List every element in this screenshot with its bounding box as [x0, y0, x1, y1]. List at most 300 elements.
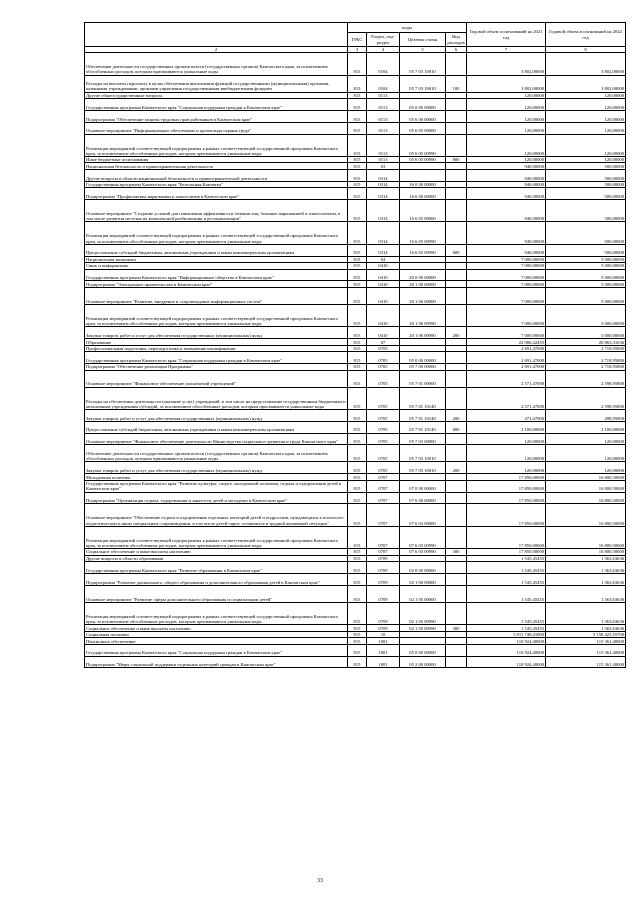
- table-row: [85, 562, 626, 574]
- cell-grbs: 815: [348, 244, 367, 256]
- cell-volume-2022: 5 000,00000: [546, 263, 626, 270]
- cell-grbs: 815: [348, 263, 367, 270]
- table-row: [85, 244, 626, 256]
- cell-name: Обеспечение деятельности государственных органов власти (государственных органов) Камчатского края, за исключением обособленных расходов, которым присваиваются уникальные коды: [85, 445, 348, 462]
- cell-section: 0410: [367, 327, 400, 339]
- cell-grbs: 815: [348, 421, 367, 433]
- cell-grbs: 815: [348, 656, 367, 668]
- cell-volume-2021: 940,00000: [467, 169, 546, 181]
- cell-volume-2021: 22 086,42455: [467, 339, 546, 346]
- cell-section: 0113: [367, 99, 400, 111]
- cell-kind: [446, 222, 467, 244]
- cell-volume-2022: 2 718,95800: [546, 345, 626, 352]
- cell-volume-2021: 940,00000: [467, 181, 546, 188]
- cell-name: Основное мероприятие "Развитие, внедрение и сопровождение информационных систем": [85, 287, 348, 304]
- cell-grbs: 815: [348, 222, 367, 244]
- cell-name: Молодежная политика: [85, 474, 348, 481]
- cell-kind: 600: [446, 244, 467, 256]
- cell-section: 04: [367, 256, 400, 263]
- cell-volume-2022: 498,95800: [546, 410, 626, 422]
- cell-name: Государственная программа Камчатского края "Безопасная Камчатка": [85, 181, 348, 188]
- cell-target: 05 7 01 00000: [400, 370, 446, 387]
- cell-grbs: 815: [348, 327, 367, 339]
- cell-grbs: 815: [348, 99, 367, 111]
- cell-kind: [446, 370, 467, 387]
- cell-grbs: 815: [348, 169, 367, 181]
- table-row: [85, 222, 626, 244]
- cell-kind: [446, 269, 467, 281]
- cell-section: 0104: [367, 53, 400, 75]
- cell-section: 0709: [367, 585, 400, 602]
- table-row: [85, 122, 626, 134]
- cell-target: 05 6 00 00000: [400, 110, 446, 122]
- cell-volume-2022: 16 800,50000: [546, 549, 626, 556]
- table-row: [85, 269, 626, 281]
- cell-grbs: 815: [348, 474, 367, 481]
- cell-volume-2021: 7 000,00000: [467, 263, 546, 270]
- table-row: [85, 445, 626, 462]
- cell-section: 0707: [367, 474, 400, 481]
- table-row: [85, 585, 626, 602]
- cell-name: Предоставление субсидий бюджетным, автономным учреждениям и иным некоммерческим организациям: [85, 421, 348, 433]
- cell-volume-2022: 120,00000: [546, 433, 626, 445]
- cell-section: 1001: [367, 644, 400, 656]
- cell-volume-2022: 16 800,50000: [546, 480, 626, 492]
- cell-target: 07 0 00 00000: [400, 480, 446, 492]
- cell-section: 0705: [367, 370, 400, 387]
- cell-kind: 200: [446, 327, 467, 339]
- cell-target: 05 0 00 00000: [400, 644, 446, 656]
- cell-name: Национальная безопасность и правоохранительная деятельность: [85, 163, 348, 170]
- cell-grbs: 815: [348, 75, 367, 92]
- cell-volume-2022: 115 361,40000: [546, 638, 626, 645]
- cell-section: 0709: [367, 562, 400, 574]
- cell-grbs: 815: [348, 504, 367, 526]
- cell-name: Основное мероприятие "Обеспечение отдыха и оздоровления отдельных категорий детей и подростков, нуждающихся в психолого-педагогическом и ином специальном сопровождении, в том числе детей-сирот, оставшихся в трудной жизненной ситуации": [85, 504, 348, 526]
- cell-volume-2021: 17 850,00000: [467, 526, 546, 548]
- cell-kind: [446, 445, 467, 462]
- cell-target: 05 7 01 10140: [400, 387, 446, 409]
- cell-volume-2021: 3 802,00000: [467, 53, 546, 75]
- cell-section: 0113: [367, 92, 400, 99]
- cell-volume-2021: 1 545,45455: [467, 573, 546, 585]
- cell-name: Реализация мероприятий соответствующей подпрограммы в рамках соответствующей государственной программы Камчатского края, за исключением обособленных расходов, которым присваиваются уникальные коды: [85, 602, 348, 624]
- cell-volume-2021: 2 100,00000: [467, 421, 546, 433]
- cell-volume-2022: 500,00000: [546, 181, 626, 188]
- table-row: [85, 387, 626, 409]
- header-volume-2022: Годовой объем ассигнований на 2022 год: [546, 23, 626, 47]
- cell-name: Связь и информатика: [85, 263, 348, 270]
- cell-volume-2022: 120,00000: [546, 462, 626, 474]
- cell-kind: [446, 387, 467, 409]
- cell-name: Основное мероприятие "Информационное обеспечение и пропаганда охраны труда": [85, 122, 348, 134]
- cell-name: Подпрограмма "Развитие дошкольного, общего образования и дополнительного образования детей в Камчатском крае": [85, 573, 348, 585]
- cell-volume-2022: 500,00000: [546, 244, 626, 256]
- cell-kind: [446, 433, 467, 445]
- cell-section: 0705: [367, 345, 400, 352]
- cell-target: 02 1 05 00990: [400, 625, 446, 632]
- cell-volume-2022: 115 361,40000: [546, 644, 626, 656]
- cell-kind: [446, 480, 467, 492]
- cell-volume-2022: 16 800,50000: [546, 504, 626, 526]
- cell-volume-2021: 1 545,45455: [467, 625, 546, 632]
- table-row: [85, 492, 626, 504]
- table-body: [85, 53, 626, 668]
- cell-volume-2022: 500,00000: [546, 222, 626, 244]
- cell-section: 0705: [367, 352, 400, 364]
- cell-grbs: 815: [348, 256, 367, 263]
- cell-kind: [446, 562, 467, 574]
- cell-target: 05 0 00 00000: [400, 99, 446, 111]
- cell-volume-2021: 110 924,40000: [467, 638, 546, 645]
- cell-target: 05 0 00 00000: [400, 352, 446, 364]
- cell-section: 0707: [367, 504, 400, 526]
- cell-kind: [446, 110, 467, 122]
- cell-grbs: 815: [348, 345, 367, 352]
- cell-kind: 200: [446, 410, 467, 422]
- budget-table: [84, 22, 626, 668]
- cell-volume-2021: 120,00000: [467, 462, 546, 474]
- cell-volume-2021: 5 011 749,41000: [467, 631, 546, 638]
- cell-target: 05 7 03 10010: [400, 445, 446, 462]
- table-row: [85, 169, 626, 181]
- cell-volume-2021: 110 924,40000: [467, 656, 546, 668]
- cell-grbs: 815: [348, 492, 367, 504]
- cell-section: 0705: [367, 410, 400, 422]
- cell-volume-2021: 120,00000: [467, 99, 546, 111]
- cell-target: 20 1 06 00990: [400, 305, 446, 327]
- cell-grbs: 815: [348, 181, 367, 188]
- cell-grbs: 815: [348, 638, 367, 645]
- cell-kind: 100: [446, 75, 467, 92]
- header-grbs: ГРБС: [348, 33, 367, 47]
- cell-kind: [446, 504, 467, 526]
- cell-target: 16 0 00 00000: [400, 181, 446, 188]
- cell-kind: [446, 169, 467, 181]
- cell-name: Профессиональная подготовка, переподготовка и повышение квалификации: [85, 345, 348, 352]
- cell-target: 20 1 06 00990: [400, 327, 446, 339]
- table-row: [85, 110, 626, 122]
- cell-volume-2022: 120,00000: [546, 99, 626, 111]
- cell-volume-2022: 120,00000: [546, 156, 626, 163]
- cell-grbs: 815: [348, 156, 367, 163]
- cell-grbs: 815: [348, 305, 367, 327]
- cell-grbs: 815: [348, 387, 367, 409]
- table-row: [85, 188, 626, 200]
- cell-volume-2021: 940,00000: [467, 163, 546, 170]
- cell-target: 05 7 03 00000: [400, 433, 446, 445]
- cell-target: 02 0 00 00000: [400, 562, 446, 574]
- cell-volume-2021: 940,00000: [467, 188, 546, 200]
- cell-volume-2021: 17 850,00000: [467, 492, 546, 504]
- cell-section: 0314: [367, 181, 400, 188]
- cell-grbs: 815: [348, 287, 367, 304]
- cell-section: 0314: [367, 188, 400, 200]
- cell-section: 0314: [367, 169, 400, 181]
- cell-target: 05 7 00 00000: [400, 364, 446, 371]
- cell-name: Государственная программа Камчатского края "Развитие образования в Камчатском крае": [85, 562, 348, 574]
- cell-kind: 200: [446, 462, 467, 474]
- cell-section: 03: [367, 163, 400, 170]
- header-codes: коды: [348, 23, 467, 33]
- cell-name: Подпрограмма "Обеспечение реализации Программы": [85, 364, 348, 371]
- cell-target: 16 6 05 00000: [400, 200, 446, 222]
- table-row: [85, 644, 626, 656]
- cell-section: 0705: [367, 364, 400, 371]
- cell-section: 1001: [367, 656, 400, 668]
- cell-grbs: 815: [348, 188, 367, 200]
- cell-target: 16 6 05 00990: [400, 222, 446, 244]
- cell-name: Основное мероприятие "Финансовое обеспечение полномочий учреждений": [85, 370, 348, 387]
- cell-name: Реализация мероприятий соответствующей подпрограммы в рамках соответствующей государственной программы Камчатского края, за исключением обособленных расходов, которым присваиваются уникальные коды: [85, 526, 348, 548]
- cell-target: 05 7 03 10010: [400, 462, 446, 474]
- cell-target: 20 0 00 00000: [400, 269, 446, 281]
- cell-target: [400, 169, 446, 181]
- cell-section: 0705: [367, 433, 400, 445]
- table-row: [85, 53, 626, 75]
- cell-grbs: 815: [348, 562, 367, 574]
- cell-grbs: 815: [348, 644, 367, 656]
- cell-target: 02 1 00 00000: [400, 573, 446, 585]
- cell-kind: [446, 573, 467, 585]
- cell-grbs: 815: [348, 364, 367, 371]
- cell-volume-2021: 2 691,47000: [467, 352, 546, 364]
- cell-target: 05 6 05 00990: [400, 156, 446, 163]
- table-row: [85, 656, 626, 668]
- cell-section: 0707: [367, 526, 400, 548]
- cell-volume-2021: 17 850,00000: [467, 504, 546, 526]
- cell-grbs: 815: [348, 352, 367, 364]
- cell-kind: [446, 602, 467, 624]
- cell-name: Закупка товаров, работ и услуг для обеспечения государственных (муниципальных) нужд: [85, 327, 348, 339]
- cell-grbs: 815: [348, 631, 367, 638]
- cell-section: 0314: [367, 200, 400, 222]
- cell-section: 0707: [367, 492, 400, 504]
- table-row: [85, 462, 626, 474]
- cell-volume-2021: 1 545,45455: [467, 585, 546, 602]
- cell-target: 05 6 05 00990: [400, 134, 446, 156]
- cell-section: 10: [367, 631, 400, 638]
- table-row: [85, 480, 626, 492]
- cell-volume-2022: 120,00000: [546, 110, 626, 122]
- cell-kind: [446, 200, 467, 222]
- cell-target: 02 1 05 00000: [400, 585, 446, 602]
- cell-grbs: 815: [348, 549, 367, 556]
- cell-kind: [446, 53, 467, 75]
- cell-name: Реализация мероприятий соответствующей подпрограммы в рамках соответствующей государственной программы Камчатского края, за исключением обособленных расходов, которым присваиваются уникальные коды: [85, 134, 348, 156]
- cell-volume-2022: 5 000,00000: [546, 269, 626, 281]
- cell-volume-2021: 2 571,47000: [467, 387, 546, 409]
- header-index-cell: 3: [348, 47, 367, 53]
- cell-name: Закупка товаров, работ и услуг для обеспечения государственных (муниципальных) нужд: [85, 410, 348, 422]
- table-row: [85, 504, 626, 526]
- cell-volume-2022: 20 863,31636: [546, 339, 626, 346]
- cell-target: 07 6 03 00990: [400, 549, 446, 556]
- cell-name: Основное мероприятие "Создание условий для повышения эффективности лечения лиц, больных наркоманией и алкоголизмом, в том числе развития системы их комплексной реабилитации и ресоциализации": [85, 200, 348, 222]
- cell-name: Закупка товаров, работ и услуг для обеспечения государственных (муниципальных) нужд: [85, 462, 348, 474]
- cell-name: Другие вопросы в области образования: [85, 555, 348, 562]
- cell-volume-2021: 110 924,40000: [467, 644, 546, 656]
- cell-section: 0709: [367, 573, 400, 585]
- cell-section: 0705: [367, 421, 400, 433]
- cell-section: 0410: [367, 263, 400, 270]
- cell-volume-2022: 2 100,00000: [546, 421, 626, 433]
- cell-volume-2021: 17 850,00000: [467, 480, 546, 492]
- cell-volume-2022: 1 363,63636: [546, 602, 626, 624]
- cell-grbs: 815: [348, 625, 367, 632]
- cell-kind: [446, 188, 467, 200]
- cell-volume-2021: 940,00000: [467, 222, 546, 244]
- cell-volume-2021: 2 571,47000: [467, 370, 546, 387]
- cell-volume-2021: 120,00000: [467, 433, 546, 445]
- table-row: [85, 370, 626, 387]
- cell-volume-2022: 120,00000: [546, 92, 626, 99]
- cell-target: 05 7 03 10010: [400, 53, 446, 75]
- table-row: [85, 327, 626, 339]
- cell-volume-2022: 16 800,50000: [546, 474, 626, 481]
- header-index-cell: 4: [367, 47, 400, 53]
- cell-kind: [446, 656, 467, 668]
- cell-name: Другие общегосударственные вопросы: [85, 92, 348, 99]
- cell-volume-2022: 5 000,00000: [546, 256, 626, 263]
- cell-grbs: 815: [348, 200, 367, 222]
- cell-volume-2021: 120,00000: [467, 92, 546, 99]
- cell-volume-2021: 120,00000: [467, 110, 546, 122]
- cell-volume-2021: 120,00000: [467, 445, 546, 462]
- table-row: [85, 287, 626, 304]
- cell-kind: [446, 526, 467, 548]
- cell-volume-2021: 7 000,00000: [467, 281, 546, 288]
- cell-name: Подпрограмма "Организация отдыха, оздоровления и занятости детей и молодежи в Камчатском крае": [85, 492, 348, 504]
- cell-volume-2021: 1 545,45455: [467, 602, 546, 624]
- table-header: [85, 23, 626, 53]
- cell-grbs: 815: [348, 163, 367, 170]
- cell-volume-2021: 120,00000: [467, 122, 546, 134]
- cell-grbs: 815: [348, 269, 367, 281]
- cell-volume-2021: 1 545,45455: [467, 562, 546, 574]
- cell-grbs: 815: [348, 134, 367, 156]
- cell-target: 07 6 03 00990: [400, 526, 446, 548]
- cell-volume-2021: 940,00000: [467, 244, 546, 256]
- cell-kind: [446, 287, 467, 304]
- cell-grbs: 815: [348, 110, 367, 122]
- cell-name: Социальное обеспечение и иные выплаты населению: [85, 625, 348, 632]
- cell-kind: [446, 305, 467, 327]
- cell-kind: 600: [446, 421, 467, 433]
- cell-volume-2022: 120,00000: [546, 134, 626, 156]
- cell-kind: [446, 492, 467, 504]
- cell-kind: [446, 99, 467, 111]
- table-row: [85, 200, 626, 222]
- cell-name: Реализация мероприятий соответствующей подпрограммы в рамках соответствующей государственной программы Камчатского края, за исключением обособленных расходов, которым присваиваются уникальные коды: [85, 305, 348, 327]
- cell-grbs: 815: [348, 462, 367, 474]
- cell-section: 0410: [367, 287, 400, 304]
- header-index-cell: 2: [85, 47, 348, 53]
- cell-section: 07: [367, 339, 400, 346]
- table-row: [85, 305, 626, 327]
- cell-name: Иные бюджетные ассигнования: [85, 156, 348, 163]
- cell-name: Предоставление субсидий бюджетным, автономным учреждениям и иным некоммерческим организациям: [85, 244, 348, 256]
- header-index-cell: 6: [446, 47, 467, 53]
- cell-name: Основное мероприятие "Развитие сферы дополнительного образования и социализации детей": [85, 585, 348, 602]
- cell-volume-2022: 2 718,95800: [546, 364, 626, 371]
- cell-grbs: 815: [348, 585, 367, 602]
- cell-grbs: 815: [348, 573, 367, 585]
- cell-name: Государственная программа Камчатского края "Развитие культуры, спорта, молодежной политики, отдыха и оздоровления детей в Камчатском крае": [85, 480, 348, 492]
- cell-volume-2022: 5 000,00000: [546, 281, 626, 288]
- cell-volume-2022: 1 363,63636: [546, 562, 626, 574]
- cell-target: 05 2 00 00000: [400, 656, 446, 668]
- cell-target: 20 1 00 00000: [400, 281, 446, 288]
- cell-kind: [446, 644, 467, 656]
- cell-target: 02 1 05 00990: [400, 602, 446, 624]
- cell-kind: 300: [446, 625, 467, 632]
- cell-target: 16 6 00 00000: [400, 188, 446, 200]
- table-row: [85, 352, 626, 364]
- table-row: [85, 573, 626, 585]
- cell-volume-2022: 500,00000: [546, 188, 626, 200]
- cell-name: Национальная экономика: [85, 256, 348, 263]
- cell-volume-2022: 5 000,00000: [546, 327, 626, 339]
- cell-section: 0113: [367, 134, 400, 156]
- cell-volume-2022: 2 718,95800: [546, 352, 626, 364]
- cell-section: 0113: [367, 156, 400, 163]
- table-row: [85, 75, 626, 92]
- cell-volume-2021: 17 850,00000: [467, 474, 546, 481]
- cell-section: 0705: [367, 387, 400, 409]
- cell-name: Образование: [85, 339, 348, 346]
- cell-target: 05 7 01 10140: [400, 410, 446, 422]
- cell-section: 0707: [367, 549, 400, 556]
- cell-name: Подпрограмма "Электронное правительство в Камчатском крае": [85, 281, 348, 288]
- cell-grbs: 815: [348, 339, 367, 346]
- cell-section: 0410: [367, 281, 400, 288]
- cell-name: Социальная политика: [85, 631, 348, 638]
- cell-kind: [446, 122, 467, 134]
- cell-name: Пенсионное обеспечение: [85, 638, 348, 645]
- cell-section: 0705: [367, 445, 400, 462]
- cell-volume-2021: 1 545,45455: [467, 555, 546, 562]
- cell-grbs: 815: [348, 555, 367, 562]
- cell-volume-2022: 2 598,95800: [546, 370, 626, 387]
- header-index-cell: 5: [400, 47, 446, 53]
- cell-volume-2022: 120,00000: [546, 445, 626, 462]
- cell-section: 0113: [367, 110, 400, 122]
- cell-volume-2022: 120,00000: [546, 122, 626, 134]
- cell-target: 07 6 00 00000: [400, 492, 446, 504]
- cell-volume-2022: 500,00000: [546, 169, 626, 181]
- cell-name: Государственная программа Камчатского края "Социальная поддержка граждан в Камчатском крае": [85, 644, 348, 656]
- cell-name: Реализация мероприятий соответствующей подпрограммы в рамках соответствующей государственной программы Камчатского края, за исключением обособленных расходов, которым присваиваются уникальные коды: [85, 222, 348, 244]
- cell-grbs: 815: [348, 92, 367, 99]
- page-number: 33: [317, 878, 323, 884]
- cell-name: Расходы на обеспечение деятельности (оказание услуг) учреждений, в том числе на предоставление государственным бюджетным и автономным учреждениям субсидий, за исключением обособленных расходов, которым присваиваются уникальные коды: [85, 387, 348, 409]
- cell-section: 0113: [367, 122, 400, 134]
- cell-volume-2022: 1 363,63636: [546, 625, 626, 632]
- cell-volume-2021: 7 000,00000: [467, 287, 546, 304]
- cell-volume-2021: 3 802,00000: [467, 75, 546, 92]
- cell-volume-2022: 1 363,63636: [546, 573, 626, 585]
- cell-kind: 300: [446, 549, 467, 556]
- cell-name: Государственная программа Камчатского края "Социальная поддержка граждан в Камчатском крае": [85, 352, 348, 364]
- cell-grbs: 815: [348, 122, 367, 134]
- cell-volume-2022: 5 000,00000: [546, 305, 626, 327]
- cell-name: Государственная программа Камчатского края "Информационное общество в Камчатском крае": [85, 269, 348, 281]
- cell-grbs: 815: [348, 602, 367, 624]
- table-row: [85, 421, 626, 433]
- cell-name: Социальное обеспечение и иные выплаты населению: [85, 549, 348, 556]
- header-target: Целевая статья: [400, 33, 446, 47]
